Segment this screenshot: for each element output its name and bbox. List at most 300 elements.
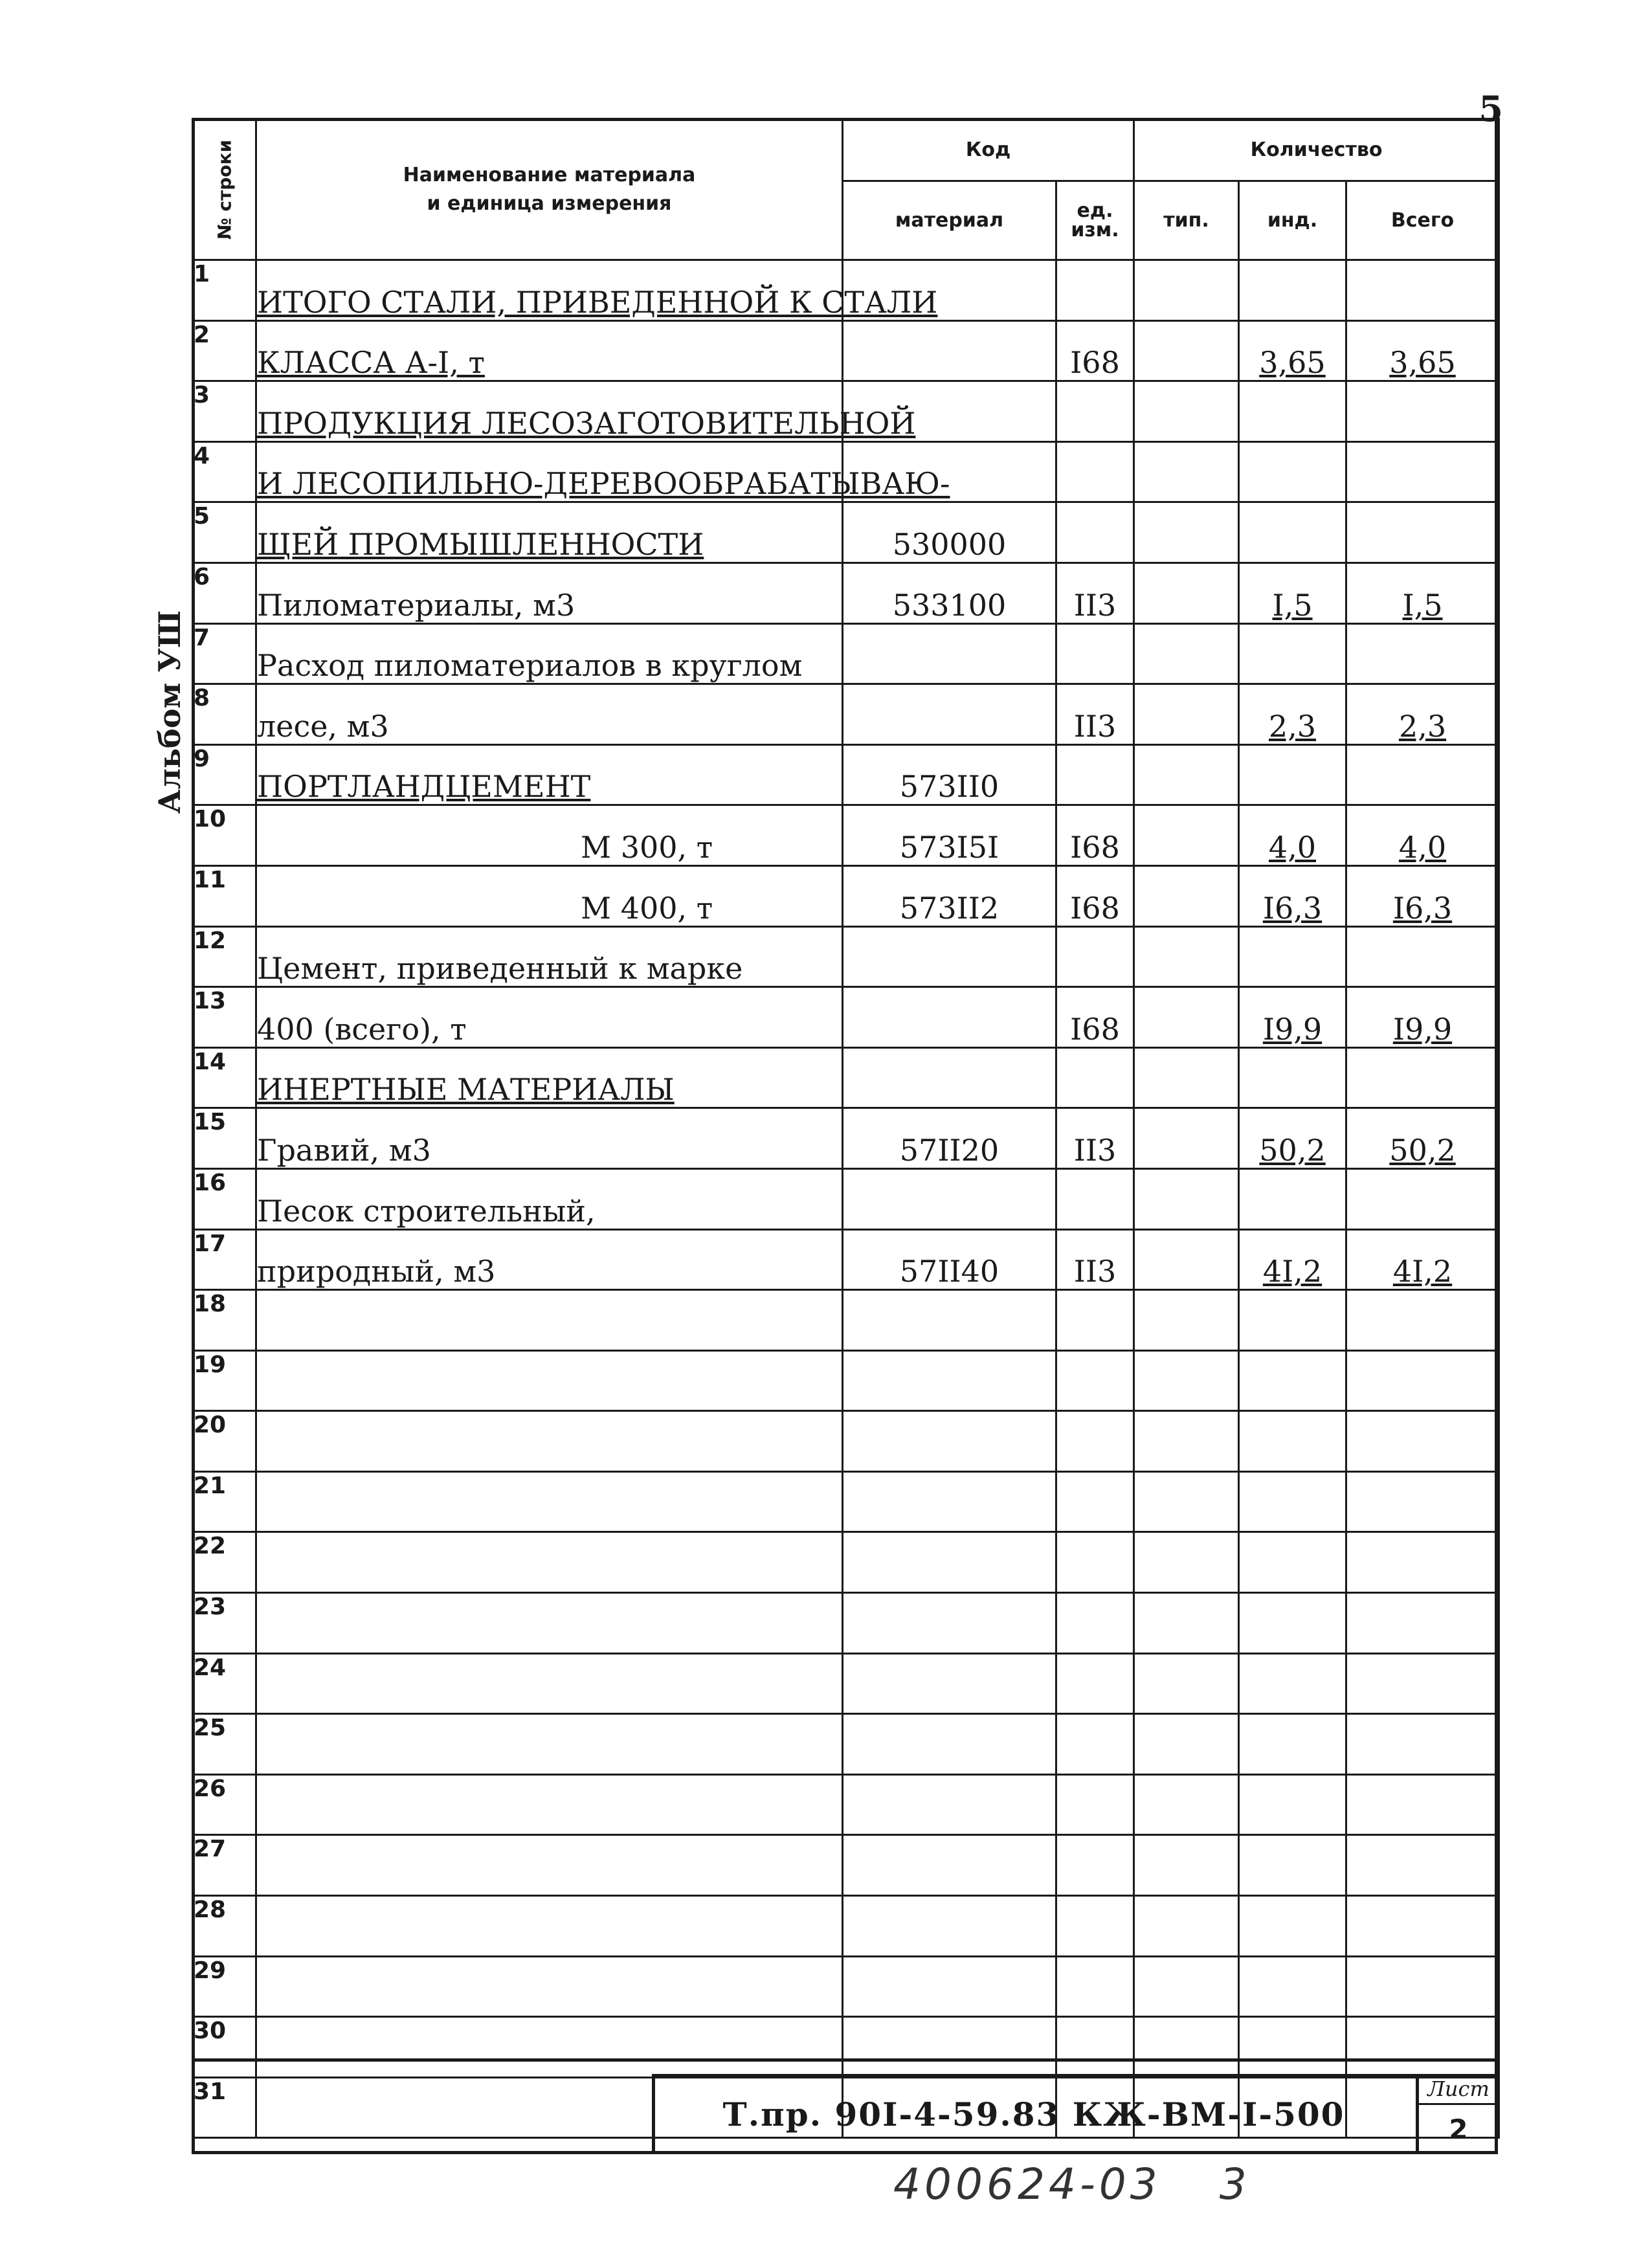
qty-total-cell	[1346, 1471, 1499, 1532]
row-number: 24	[194, 1654, 227, 1681]
row-number-cell	[193, 1350, 256, 1411]
document-designation: Т.пр. 90I-4-59.83 КЖ-ВМ-I-500	[722, 2095, 1345, 2133]
unit-code: II3	[1073, 1254, 1117, 1289]
table-row	[193, 1350, 1499, 1411]
qty-individual-cell	[1239, 1714, 1346, 1775]
qty-total-cell	[1346, 1047, 1499, 1108]
materials-table	[192, 118, 1500, 2139]
material-code-cell	[843, 1956, 1056, 2017]
row-number-cell	[193, 1774, 256, 1835]
qty-total-cell	[1346, 865, 1499, 926]
row-number: 13	[194, 988, 227, 1015]
qty-individual: I,5	[1272, 587, 1313, 623]
qty-individual-cell	[1239, 684, 1346, 745]
table-row	[193, 865, 1499, 926]
unit-code: II3	[1073, 708, 1117, 744]
material-name-cell	[256, 805, 843, 866]
qty-individual-cell	[1239, 1047, 1346, 1108]
table-row	[193, 1714, 1499, 1775]
material-code-cell	[843, 623, 1056, 684]
header-qty-typical: тип.	[1134, 181, 1239, 260]
qty-total-cell	[1346, 623, 1499, 684]
row-number: 14	[194, 1048, 227, 1075]
qty-individual-cell	[1239, 1411, 1346, 1472]
unit-code-cell	[1056, 1047, 1134, 1108]
table-row	[193, 1168, 1499, 1229]
material-name-cell	[256, 1896, 843, 1957]
qty-typical-cell	[1134, 1411, 1239, 1472]
table-row	[193, 1532, 1499, 1593]
material-name-cell	[256, 320, 843, 381]
material-code-cell	[843, 1593, 1056, 1654]
qty-total-cell	[1346, 1108, 1499, 1169]
row-number-cell	[193, 1229, 256, 1290]
material-code: 533100	[892, 587, 1007, 623]
material-code-cell	[843, 1411, 1056, 1472]
row-number-cell	[193, 805, 256, 866]
material-name: ИНЕРТНЫЕ МАТЕРИАЛЫ	[257, 1072, 675, 1108]
row-number: 4	[194, 442, 210, 469]
row-number: 27	[194, 1836, 227, 1863]
qty-total-cell	[1346, 441, 1499, 502]
material-name-cell	[256, 744, 843, 805]
unit-code-cell	[1056, 502, 1134, 563]
qty-total-cell	[1346, 1350, 1499, 1411]
material-name: ИТОГО СТАЛИ, ПРИВЕДЕННОЙ К СТАЛИ	[257, 284, 938, 320]
material-name: ПРОДУКЦИЯ ЛЕСОЗАГОТОВИТЕЛЬНОЙ	[257, 405, 916, 441]
header-row-number-label: № строки	[214, 139, 235, 239]
material-name: 400 (всего), т	[257, 1011, 467, 1047]
unit-code-cell	[1056, 1108, 1134, 1169]
unit-code-cell	[1056, 684, 1134, 745]
material-name: Расход пиломатериалов в круглом	[257, 648, 803, 684]
material-code-cell	[843, 1229, 1056, 1290]
table-row	[193, 1896, 1499, 1957]
qty-individual: 2,3	[1268, 708, 1317, 744]
table-row	[193, 1471, 1499, 1532]
material-name-cell	[256, 1532, 843, 1593]
handwritten-copy-number: 3	[1219, 2159, 1251, 2209]
material-name-cell	[256, 1956, 843, 2017]
material-name-cell	[256, 1653, 843, 1714]
qty-typical-cell	[1134, 1350, 1239, 1411]
row-number-cell	[193, 1108, 256, 1169]
qty-typical-cell	[1134, 865, 1239, 926]
row-number-cell	[193, 1411, 256, 1472]
sheet-number: 2	[1449, 2113, 1468, 2145]
material-name: М 300, т	[581, 829, 713, 865]
material-name-cell	[256, 1350, 843, 1411]
material-name-cell	[256, 381, 916, 442]
table-row	[193, 1047, 1499, 1108]
unit-code: I68	[1070, 890, 1120, 926]
qty-typical-cell	[1134, 260, 1239, 321]
material-code-cell	[843, 1108, 1056, 1169]
row-number-cell	[193, 562, 256, 623]
qty-typical-cell	[1134, 1956, 1239, 2017]
qty-total-cell	[1346, 381, 1499, 442]
row-number: 7	[194, 624, 210, 651]
row-number-cell	[193, 1714, 256, 1775]
qty-typical-cell	[1134, 1714, 1239, 1775]
table-row	[193, 1956, 1499, 2017]
qty-typical-cell	[1134, 562, 1239, 623]
row-number: 16	[194, 1169, 227, 1196]
row-number: 8	[194, 685, 210, 712]
unit-code: I68	[1070, 345, 1120, 381]
unit-code: II3	[1073, 1132, 1117, 1168]
qty-individual-cell	[1239, 1593, 1346, 1654]
material-name: И ЛЕСОПИЛЬНО-ДЕРЕВООБРАБАТЫВАЮ-	[257, 466, 950, 502]
material-name: Песок строительный,	[257, 1193, 596, 1229]
qty-individual-cell	[1239, 1835, 1346, 1896]
row-number: 30	[194, 2018, 227, 2045]
header-code-unit-line1: ед.	[1077, 199, 1113, 222]
qty-typical-cell	[1134, 381, 1239, 442]
row-number-cell	[193, 623, 256, 684]
qty-individual-cell	[1239, 805, 1346, 866]
qty-total-cell	[1346, 1229, 1499, 1290]
qty-individual: I9,9	[1262, 1011, 1323, 1047]
header-code-group: Код	[843, 119, 1134, 181]
row-number-cell	[193, 1047, 256, 1108]
unit-code-cell	[1056, 1956, 1134, 2017]
row-number-cell	[193, 1290, 256, 1351]
row-number-cell	[193, 260, 256, 321]
qty-typical-cell	[1134, 1532, 1239, 1593]
sheet-number-box	[1416, 2074, 1498, 2154]
qty-total: 2,3	[1398, 708, 1447, 744]
row-number: 25	[194, 1715, 227, 1742]
unit-code-cell	[1056, 1229, 1134, 1290]
row-number: 19	[194, 1351, 227, 1378]
qty-individual: 3,65	[1259, 345, 1326, 381]
qty-individual-cell	[1239, 1471, 1346, 1532]
qty-individual-cell	[1239, 744, 1346, 805]
qty-individual-cell	[1239, 1108, 1346, 1169]
qty-individual-cell	[1239, 441, 1346, 502]
qty-total-cell	[1346, 744, 1499, 805]
material-code: 573II2	[899, 890, 999, 926]
table-row	[193, 260, 1499, 321]
unit-code-cell	[1056, 1653, 1134, 1714]
header-quantity-group: Количество	[1134, 119, 1499, 181]
unit-code-cell	[1056, 1593, 1134, 1654]
header-qty-individual: инд.	[1239, 181, 1346, 260]
qty-total-cell	[1346, 502, 1499, 563]
material-code-cell	[843, 1168, 1056, 1229]
album-label: Альбом УШ	[152, 610, 187, 814]
material-code: 573I5I	[899, 829, 999, 865]
material-name-cell	[256, 562, 843, 623]
qty-typical-cell	[1134, 1047, 1239, 1108]
unit-code-cell	[1056, 623, 1134, 684]
unit-code-cell	[1056, 926, 1134, 987]
qty-individual-cell	[1239, 1532, 1346, 1593]
row-number-cell	[193, 1835, 256, 1896]
material-name-cell	[256, 260, 938, 321]
material-name: ЩЕЙ ПРОМЫШЛЕННОСТИ	[257, 526, 704, 562]
unit-code: II3	[1073, 587, 1117, 623]
row-number-cell	[193, 320, 256, 381]
qty-total-cell	[1346, 987, 1499, 1048]
qty-individual-cell	[1239, 926, 1346, 987]
qty-individual-cell	[1239, 1896, 1346, 1957]
header-material-name	[256, 119, 843, 260]
table-row	[193, 805, 1499, 866]
qty-typical-cell	[1134, 1108, 1239, 1169]
material-name: КЛАССА А-I, т	[257, 345, 485, 381]
material-code-cell	[843, 1471, 1056, 1532]
material-name-cell	[256, 684, 843, 745]
row-number-cell	[193, 987, 256, 1048]
qty-total: 4I,2	[1392, 1254, 1453, 1289]
unit-code-cell	[1056, 987, 1134, 1048]
qty-total-cell	[1346, 260, 1499, 321]
table-row	[193, 441, 1499, 502]
row-number: 18	[194, 1291, 227, 1318]
qty-typical-cell	[1134, 684, 1239, 745]
table-row	[193, 1229, 1499, 1290]
qty-individual: 4,0	[1268, 829, 1317, 865]
unit-code-cell	[1056, 562, 1134, 623]
qty-individual-cell	[1239, 623, 1346, 684]
row-number-cell	[193, 1471, 256, 1532]
qty-typical-cell	[1134, 1593, 1239, 1654]
qty-typical-cell	[1134, 744, 1239, 805]
qty-typical-cell	[1134, 441, 1239, 502]
table-row	[193, 1290, 1499, 1351]
row-number: 28	[194, 1897, 227, 1924]
table-row	[193, 684, 1499, 745]
row-number: 9	[194, 745, 210, 772]
unit-code-cell	[1056, 260, 1134, 321]
material-code-cell	[843, 1047, 1056, 1108]
unit-code-cell	[1056, 441, 1134, 502]
material-name-cell	[256, 865, 843, 926]
material-name: Цемент, приведенный к марке	[257, 951, 743, 986]
material-code-cell	[843, 1532, 1056, 1593]
qty-individual-cell	[1239, 1229, 1346, 1290]
material-name: М 400, т	[581, 890, 713, 926]
qty-typical-cell	[1134, 1774, 1239, 1835]
qty-individual-cell	[1239, 562, 1346, 623]
materials-table-body	[193, 260, 1499, 2138]
qty-individual-cell	[1239, 381, 1346, 442]
table-row	[193, 562, 1499, 623]
row-number-cell	[193, 1956, 256, 2017]
material-code-cell	[843, 1653, 1056, 1714]
qty-typical-cell	[1134, 1290, 1239, 1351]
qty-individual: 4I,2	[1262, 1254, 1323, 1289]
material-name: Пиломатериалы, м3	[257, 587, 575, 623]
material-name-cell	[256, 926, 843, 987]
row-number-cell	[193, 1593, 256, 1654]
qty-individual-cell	[1239, 1956, 1346, 2017]
qty-total-cell	[1346, 684, 1499, 745]
qty-typical-cell	[1134, 805, 1239, 866]
unit-code-cell	[1056, 320, 1134, 381]
row-number: 2	[194, 321, 210, 348]
row-number: 22	[194, 1533, 227, 1560]
qty-individual-cell	[1239, 320, 1346, 381]
qty-typical-cell	[1134, 1471, 1239, 1532]
unit-code-cell	[1056, 805, 1134, 866]
qty-typical-cell	[1134, 1229, 1239, 1290]
row-number: 15	[194, 1109, 227, 1136]
material-name-cell	[256, 1290, 843, 1351]
sheet-label: Лист	[1419, 2074, 1498, 2105]
material-code: 573II0	[899, 769, 999, 805]
material-name: лесе, м3	[257, 708, 389, 744]
material-name-cell	[256, 1108, 843, 1169]
qty-total-cell	[1346, 1714, 1499, 1775]
material-code-cell	[843, 865, 1056, 926]
row-number: 11	[194, 866, 227, 893]
qty-total-cell	[1346, 805, 1499, 866]
qty-total: I6,3	[1392, 890, 1453, 926]
qty-individual: 50,2	[1259, 1132, 1326, 1168]
row-number: 31	[194, 2078, 227, 2105]
row-number: 1	[194, 261, 210, 287]
row-number: 21	[194, 1472, 227, 1499]
qty-individual-cell	[1239, 987, 1346, 1048]
table-row	[193, 744, 1499, 805]
header-code-unit-line2: изм.	[1071, 218, 1119, 241]
qty-total-cell	[1346, 1593, 1499, 1654]
qty-total: I,5	[1402, 587, 1443, 623]
material-code-cell	[843, 987, 1056, 1048]
material-code-cell	[843, 1774, 1056, 1835]
header-qty-total: Всего	[1346, 181, 1499, 260]
table-row	[193, 1593, 1499, 1654]
unit-code-cell	[1056, 1896, 1134, 1957]
material-name-cell	[256, 1835, 843, 1896]
qty-total-cell	[1346, 562, 1499, 623]
material-name: Гравий, м3	[257, 1132, 431, 1168]
row-number: 6	[194, 563, 210, 590]
material-code-cell	[843, 926, 1056, 987]
row-number: 26	[194, 1775, 227, 1802]
header-material-name-line2: и единица измерения	[427, 192, 672, 215]
qty-typical-cell	[1134, 502, 1239, 563]
material-code-cell	[843, 1896, 1056, 1957]
row-number-cell	[193, 1532, 256, 1593]
qty-total: 4,0	[1398, 829, 1447, 865]
qty-total-cell	[1346, 926, 1499, 987]
material-code-cell	[843, 1835, 1056, 1896]
qty-individual: I6,3	[1262, 890, 1323, 926]
table-row	[193, 502, 1499, 563]
unit-code-cell	[1056, 1290, 1134, 1351]
unit-code-cell	[1056, 1350, 1134, 1411]
material-name-cell	[256, 1471, 843, 1532]
material-name-cell	[256, 1047, 843, 1108]
material-name-cell	[256, 1774, 843, 1835]
header-code-unit	[1056, 181, 1134, 260]
material-code-cell	[843, 502, 1056, 563]
row-number-cell	[193, 381, 256, 442]
qty-total: 50,2	[1389, 1132, 1456, 1168]
qty-total-cell	[1346, 1774, 1499, 1835]
material-name-cell	[256, 502, 843, 563]
qty-total-cell	[1346, 1956, 1499, 2017]
qty-total: I9,9	[1392, 1011, 1453, 1047]
table-row	[193, 1108, 1499, 1169]
row-number: 23	[194, 1594, 227, 1621]
qty-total-cell	[1346, 320, 1499, 381]
row-number: 10	[194, 806, 227, 833]
material-name: ПОРТЛАНДЦЕМЕНТ	[257, 769, 591, 805]
row-number-cell	[193, 1896, 256, 1957]
table-row	[193, 987, 1499, 1048]
unit-code-cell	[1056, 1471, 1134, 1532]
handwritten-note	[893, 2159, 1251, 2209]
row-number-cell	[193, 502, 256, 563]
table-row	[193, 1774, 1499, 1835]
material-code-cell	[843, 320, 1056, 381]
material-code-cell	[843, 744, 1056, 805]
material-code-cell	[843, 805, 1056, 866]
row-number: 20	[194, 1412, 227, 1439]
material-name-cell	[256, 1168, 843, 1229]
qty-typical-cell	[1134, 1835, 1239, 1896]
qty-total: 3,65	[1389, 345, 1456, 381]
row-number: 29	[194, 1957, 227, 1984]
material-code: 57II40	[899, 1254, 999, 1289]
qty-individual-cell	[1239, 502, 1346, 563]
row-number-cell	[193, 865, 256, 926]
material-code: 530000	[892, 526, 1007, 562]
table-row	[193, 1835, 1499, 1896]
material-name-cell	[256, 623, 843, 684]
row-number: 3	[194, 382, 210, 409]
qty-total-cell	[1346, 1290, 1499, 1351]
table-row	[193, 1653, 1499, 1714]
material-name-cell	[256, 987, 843, 1048]
material-code-cell	[843, 562, 1056, 623]
qty-total-cell	[1346, 1653, 1499, 1714]
qty-typical-cell	[1134, 623, 1239, 684]
qty-total-cell	[1346, 1896, 1499, 1957]
qty-individual-cell	[1239, 1290, 1346, 1351]
header-code-material: материал	[843, 181, 1056, 260]
qty-individual-cell	[1239, 1774, 1346, 1835]
unit-code-cell	[1056, 1774, 1134, 1835]
qty-typical-cell	[1134, 987, 1239, 1048]
material-name: природный, м3	[257, 1254, 496, 1289]
material-code: 57II20	[899, 1132, 999, 1168]
material-name-cell	[256, 1229, 843, 1290]
material-name-cell	[256, 1593, 843, 1654]
qty-individual-cell	[1239, 1168, 1346, 1229]
row-number-cell	[193, 1168, 256, 1229]
header-material-name-line1: Наименование материала	[403, 163, 696, 186]
unit-code-cell	[1056, 1168, 1134, 1229]
material-code-cell	[843, 1290, 1056, 1351]
unit-code-cell	[1056, 1835, 1134, 1896]
unit-code-cell	[1056, 865, 1134, 926]
row-number-cell	[193, 926, 256, 987]
qty-typical-cell	[1134, 926, 1239, 987]
row-number: 5	[194, 503, 210, 530]
handwritten-inventory-number: 400624-03	[893, 2159, 1161, 2209]
material-code-cell	[843, 684, 1056, 745]
page-number: 5	[1479, 88, 1503, 129]
table-row	[193, 320, 1499, 381]
unit-code-cell	[1056, 381, 1134, 442]
qty-total-cell	[1346, 1411, 1499, 1472]
